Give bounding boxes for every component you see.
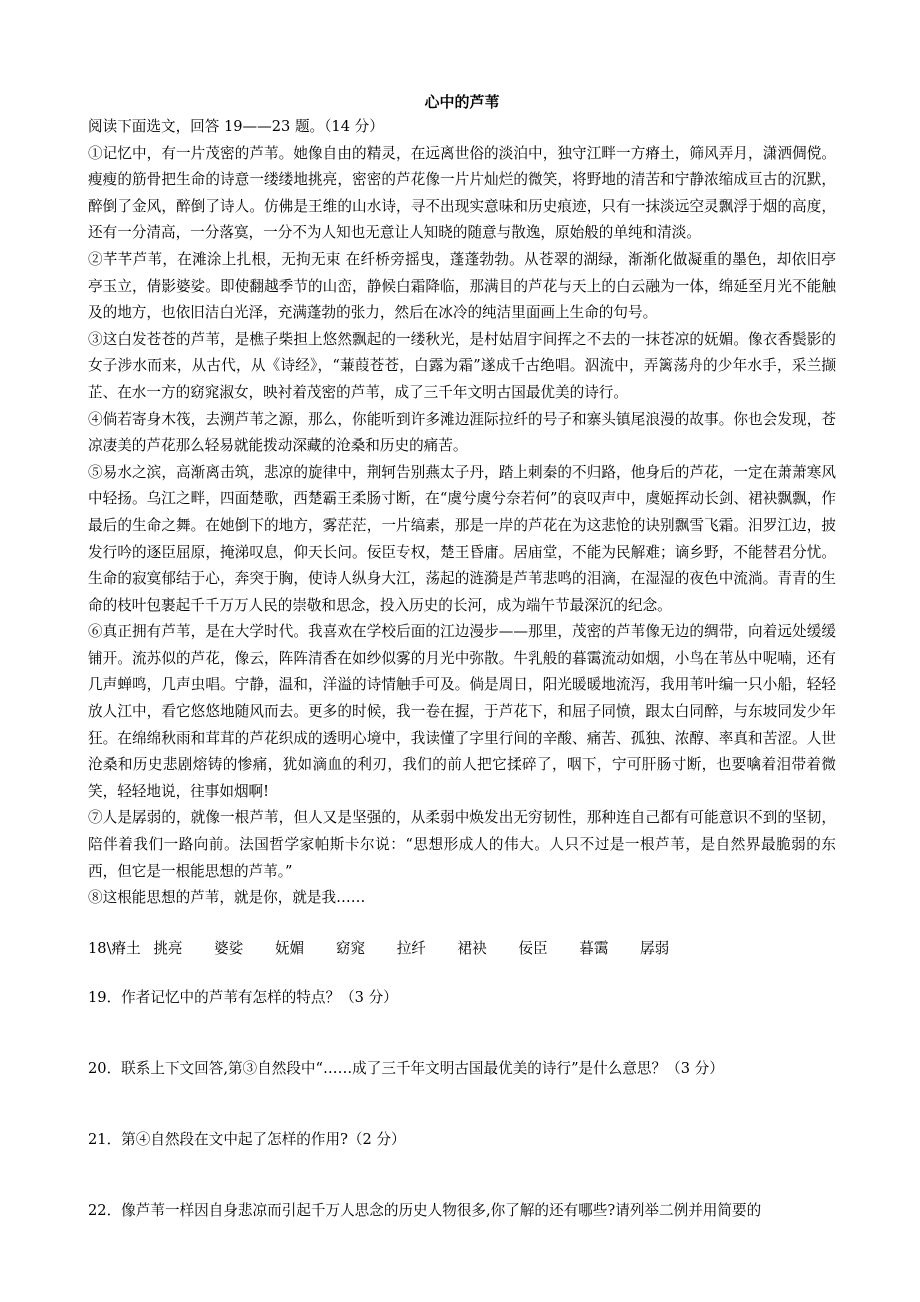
paragraph-5: ⑤易水之滨，高渐离击筑，悲凉的旋律中，荆轲告别燕太子丹，踏上刺秦的不归路，他身后的芦花，一定在萧萧寒风中轻扬。乌江之畔，四面楚歌，西楚霸王柔肠寸断，在“虞兮虞兮奈若何”的哀叹声中，虞姬挥动长剑、裙袂飘飘，作最后的生命之舞。在她倒下的地方，雾茫茫，一片缟素，那是一岸的芦花在为这悲怆的诀别飘雪飞霜。汨罗江边，披发行吟的逐臣屈原，掩涕叹息，仰天长问。佞臣专权，楚王昏庸。居庙堂，不能为民解难；谪乡野，不能替君分忧。生命的寂寞郁结于心，奔突于胸，使诗人纵身大江，荡起的涟漪是芦苇悲鸣的泪滴，在湿湿的夜色中流淌。青青的生命的枝叶包裹起千千万万人民的崇敬和思念，投入历史的长河，成为端午节最深沉的纪念。 bbox=[88, 463, 836, 614]
vocab-word: 佞臣 bbox=[518, 939, 548, 957]
vocab-word: 暮霭 bbox=[579, 939, 609, 957]
vocab-word: 挑亮 bbox=[153, 939, 183, 957]
paragraph-2: ②芊芊芦苇，在滩涂上扎根，无拘无束 在纤桥旁摇曳，蓬蓬勃勃。从苍翠的湖绿，渐渐化做凝重的墨色，却依旧亭亭玉立，倩影婆娑。即使翻越季节的山峦，静候白霜降临，那满目的芦花与天上的白云融为一体，绵延至月光不能触及的地方，也依旧洁白光泽，充满蓬勃的张力，然后在冰冷的纯洁里面画上生命的句号。 bbox=[88, 250, 836, 322]
paragraph-4: ④倘若寄身木筏，去溯芦苇之源，那么，你能听到许多滩边涯际拉纤的号子和寨头镇尾浪漫的故事。你也会发现，苍凉凄美的芦花那么轻易就能拨动深藏的沧桑和历史的痛苦。 bbox=[88, 410, 836, 455]
paragraph-8: ⑧这根能思想的芦苇，就是你，就是我…… bbox=[88, 889, 366, 907]
question-20: 20．联系上下文回答,第③自然段中“……成了三千年文明古国最优美的诗行”是什么意思？（3 分） bbox=[88, 1059, 724, 1077]
vocab-word: 窈窕 bbox=[335, 939, 366, 957]
article-title: 心中的芦苇 bbox=[424, 93, 500, 111]
vocab-word: 裙袂 bbox=[457, 939, 487, 957]
vocabulary-list bbox=[88, 936, 836, 962]
paragraph-3: ③这白发苍苍的芦苇，是樵子柴担上悠然飘起的一缕秋光，是村姑眉宇间挥之不去的一抹苍凉的妩媚。像衣香鬓影的女子涉水而来，从古代，从《诗经》，“蒹葭苍苍，白露为霜”遂成千古绝唱。泅流中，弄篱荡舟的少年水手，采兰撷芷、在水一方的窈窕淑女，映衬着茂密的芦苇，成了三千年文明古国最优美的诗行。 bbox=[88, 330, 836, 401]
paragraph-6: ⑥真正拥有芦苇，是在大学时代。我喜欢在学校后面的江边漫步——那里，茂密的芦苇像无边的绸带，向着远处缓缓铺开。流苏似的芦花，像云，阵阵清香在如纱似雾的月光中弥散。牛乳般的暮霭流动如烟，小鸟在苇丛中呢喃，还有几声蝉鸣，几声虫唱。宁静，温和，洋溢的诗情触手可及。倘是周日，阳光暖暖地流泻，我用苇叶编一只小船，轻轻放人江中，看它悠悠地随风而去。更多的时候，我一卷在握，于芦花下，和屈子同愤，跟太白同醉，与东坡同发少年狂。在绵绵秋雨和茸茸的芦花织成的透明心境中，我读懂了字里行间的辛酸、痛苦、孤独、浓醇、率真和苦涩。人世沧桑和历史悲剧熔铸的惨痛，犹如滴血的利刃，我们的前人把它揉碎了，咽下，宁可肝肠寸断，也要噙着泪带着微笑，轻轻地说，往事如烟啊! bbox=[88, 623, 836, 800]
question-19: 19．作者记忆中的芦苇有怎样的特点？（3 分） bbox=[88, 988, 398, 1006]
paragraph-1: ①记忆中，有一片茂密的芦苇。她像自由的精灵，在远离世俗的淡泊中，独守江畔一方瘠土，筛风弄月，潇洒倜傥。瘦瘦的筋骨把生命的诗意一缕缕地挑亮，密密的芦花像一片片灿烂的微笑，将野地的清苦和宁静浓缩成亘古的沉默，醉倒了金风，醉倒了诗人。仿佛是王维的山水诗，寻不出现实意味和历史痕迹，只有一抹淡远空灵飘浮于烟的高度，还有一分清高，一分落寞，一分不为人知也无意让人知晓的随意与散逸，原始般的单纯和清淡。 bbox=[88, 144, 836, 242]
question-21: 21．第④自然段在文中起了怎样的作用?（2 分） bbox=[88, 1130, 406, 1148]
vocab-lead: 18\瘠土 bbox=[88, 939, 141, 957]
paragraph-7: ⑦人是孱弱的，就像一根芦苇，但人又是坚强的，从柔弱中焕发出无穷韧性，那种连自己都有可能意识不到的坚韧，陪伴着我们一路向前。法国哲学家帕斯卡尔说：“思想形成人的伟大。人只不过是一根芦苇，是自然界最脆弱的东西，但它是一根能思想的芦苇。” bbox=[88, 809, 836, 880]
reading-instructions: 阅读下面选文，回答 19——23 题。（14 分） bbox=[88, 118, 384, 135]
vocab-word: 婆娑 bbox=[214, 939, 244, 957]
vocab-word: 孱弱 bbox=[640, 939, 670, 957]
vocab-word: 拉纤 bbox=[396, 939, 426, 957]
document-page bbox=[88, 92, 836, 1224]
question-22: 22．像芦苇一样因自身悲凉而引起千万人思念的历史人物很多,你了解的还有哪些?请列举二例并用简要的 bbox=[88, 1201, 762, 1219]
vocab-word: 妩媚 bbox=[275, 939, 305, 957]
